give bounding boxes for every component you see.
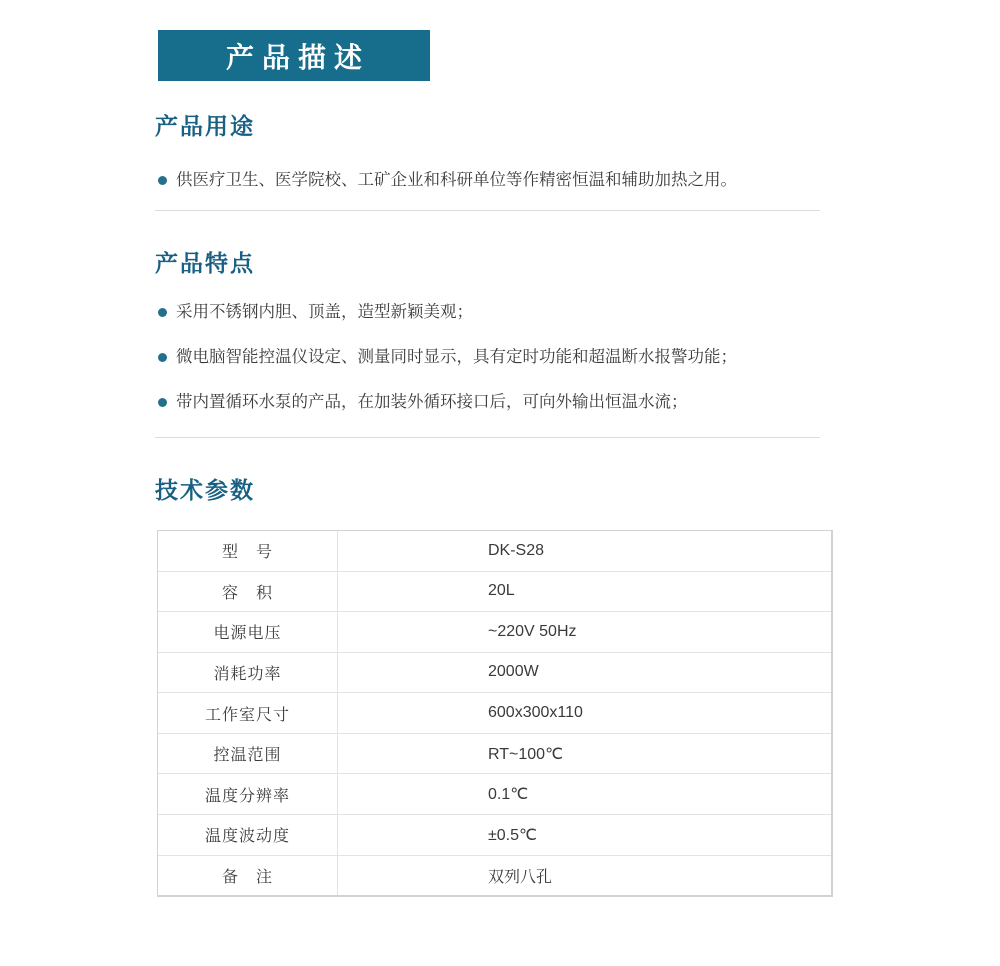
spec-label: 控温范围 [158,734,338,774]
spec-label: 消耗功率 [158,653,338,693]
spec-value: DK-S28 [488,541,545,559]
table-row [158,652,831,693]
spec-value: 20L [488,582,515,600]
list-item [158,300,828,324]
spec-label: 容 积 [158,572,338,612]
bullet-icon [158,398,167,407]
bullet-icon [158,308,167,317]
section-divider [155,437,820,438]
spec-value: 双列八孔 [488,868,553,886]
table-row [158,733,831,774]
table-row [158,814,831,855]
features-section-title: 产品特点 [155,250,255,276]
page-banner [158,30,430,81]
spec-value: ±0.5℃ [488,826,537,844]
bullet-icon [158,353,167,362]
spec-label: 备 注 [158,856,338,896]
table-row [158,692,831,733]
list-item [158,168,828,192]
specs-table [157,530,833,897]
spec-label: 型 号 [158,531,338,571]
list-item-text: 微电脑智能控温仪设定、测量同时显示，具有定时功能和超温断水报警功能； [176,348,737,366]
specs-section-title: 技术参数 [155,477,255,503]
spec-value: 600x300x110 [488,704,583,722]
table-row [158,773,831,814]
spec-value: RT~100℃ [488,745,564,763]
spec-label: 温度波动度 [158,815,338,855]
list-item-text: 带内置循环水泵的产品，在加装外循环接口后，可向外输出恒温水流； [176,393,688,411]
spec-value: 0.1℃ [488,786,529,804]
spec-label: 电源电压 [158,612,338,652]
banner-title: 产品描述 [225,41,370,73]
table-row [158,571,831,612]
spec-value: ~220V 50Hz [488,622,577,640]
section-divider [155,210,820,211]
table-row [158,855,831,896]
usage-section-title: 产品用途 [155,113,255,139]
list-item-text: 供医疗卫生、医学院校、工矿企业和科研单位等作精密恒温和辅助加热之用。 [176,171,737,189]
table-row [158,531,831,571]
list-item-text: 采用不锈钢内胆、顶盖，造型新颖美观； [176,303,473,321]
spec-label: 工作室尺寸 [158,693,338,733]
spec-label: 温度分辨率 [158,774,338,814]
spec-value: 2000W [488,663,539,681]
table-row [158,611,831,652]
list-item [158,390,828,414]
list-item [158,345,828,369]
bullet-icon [158,176,167,185]
